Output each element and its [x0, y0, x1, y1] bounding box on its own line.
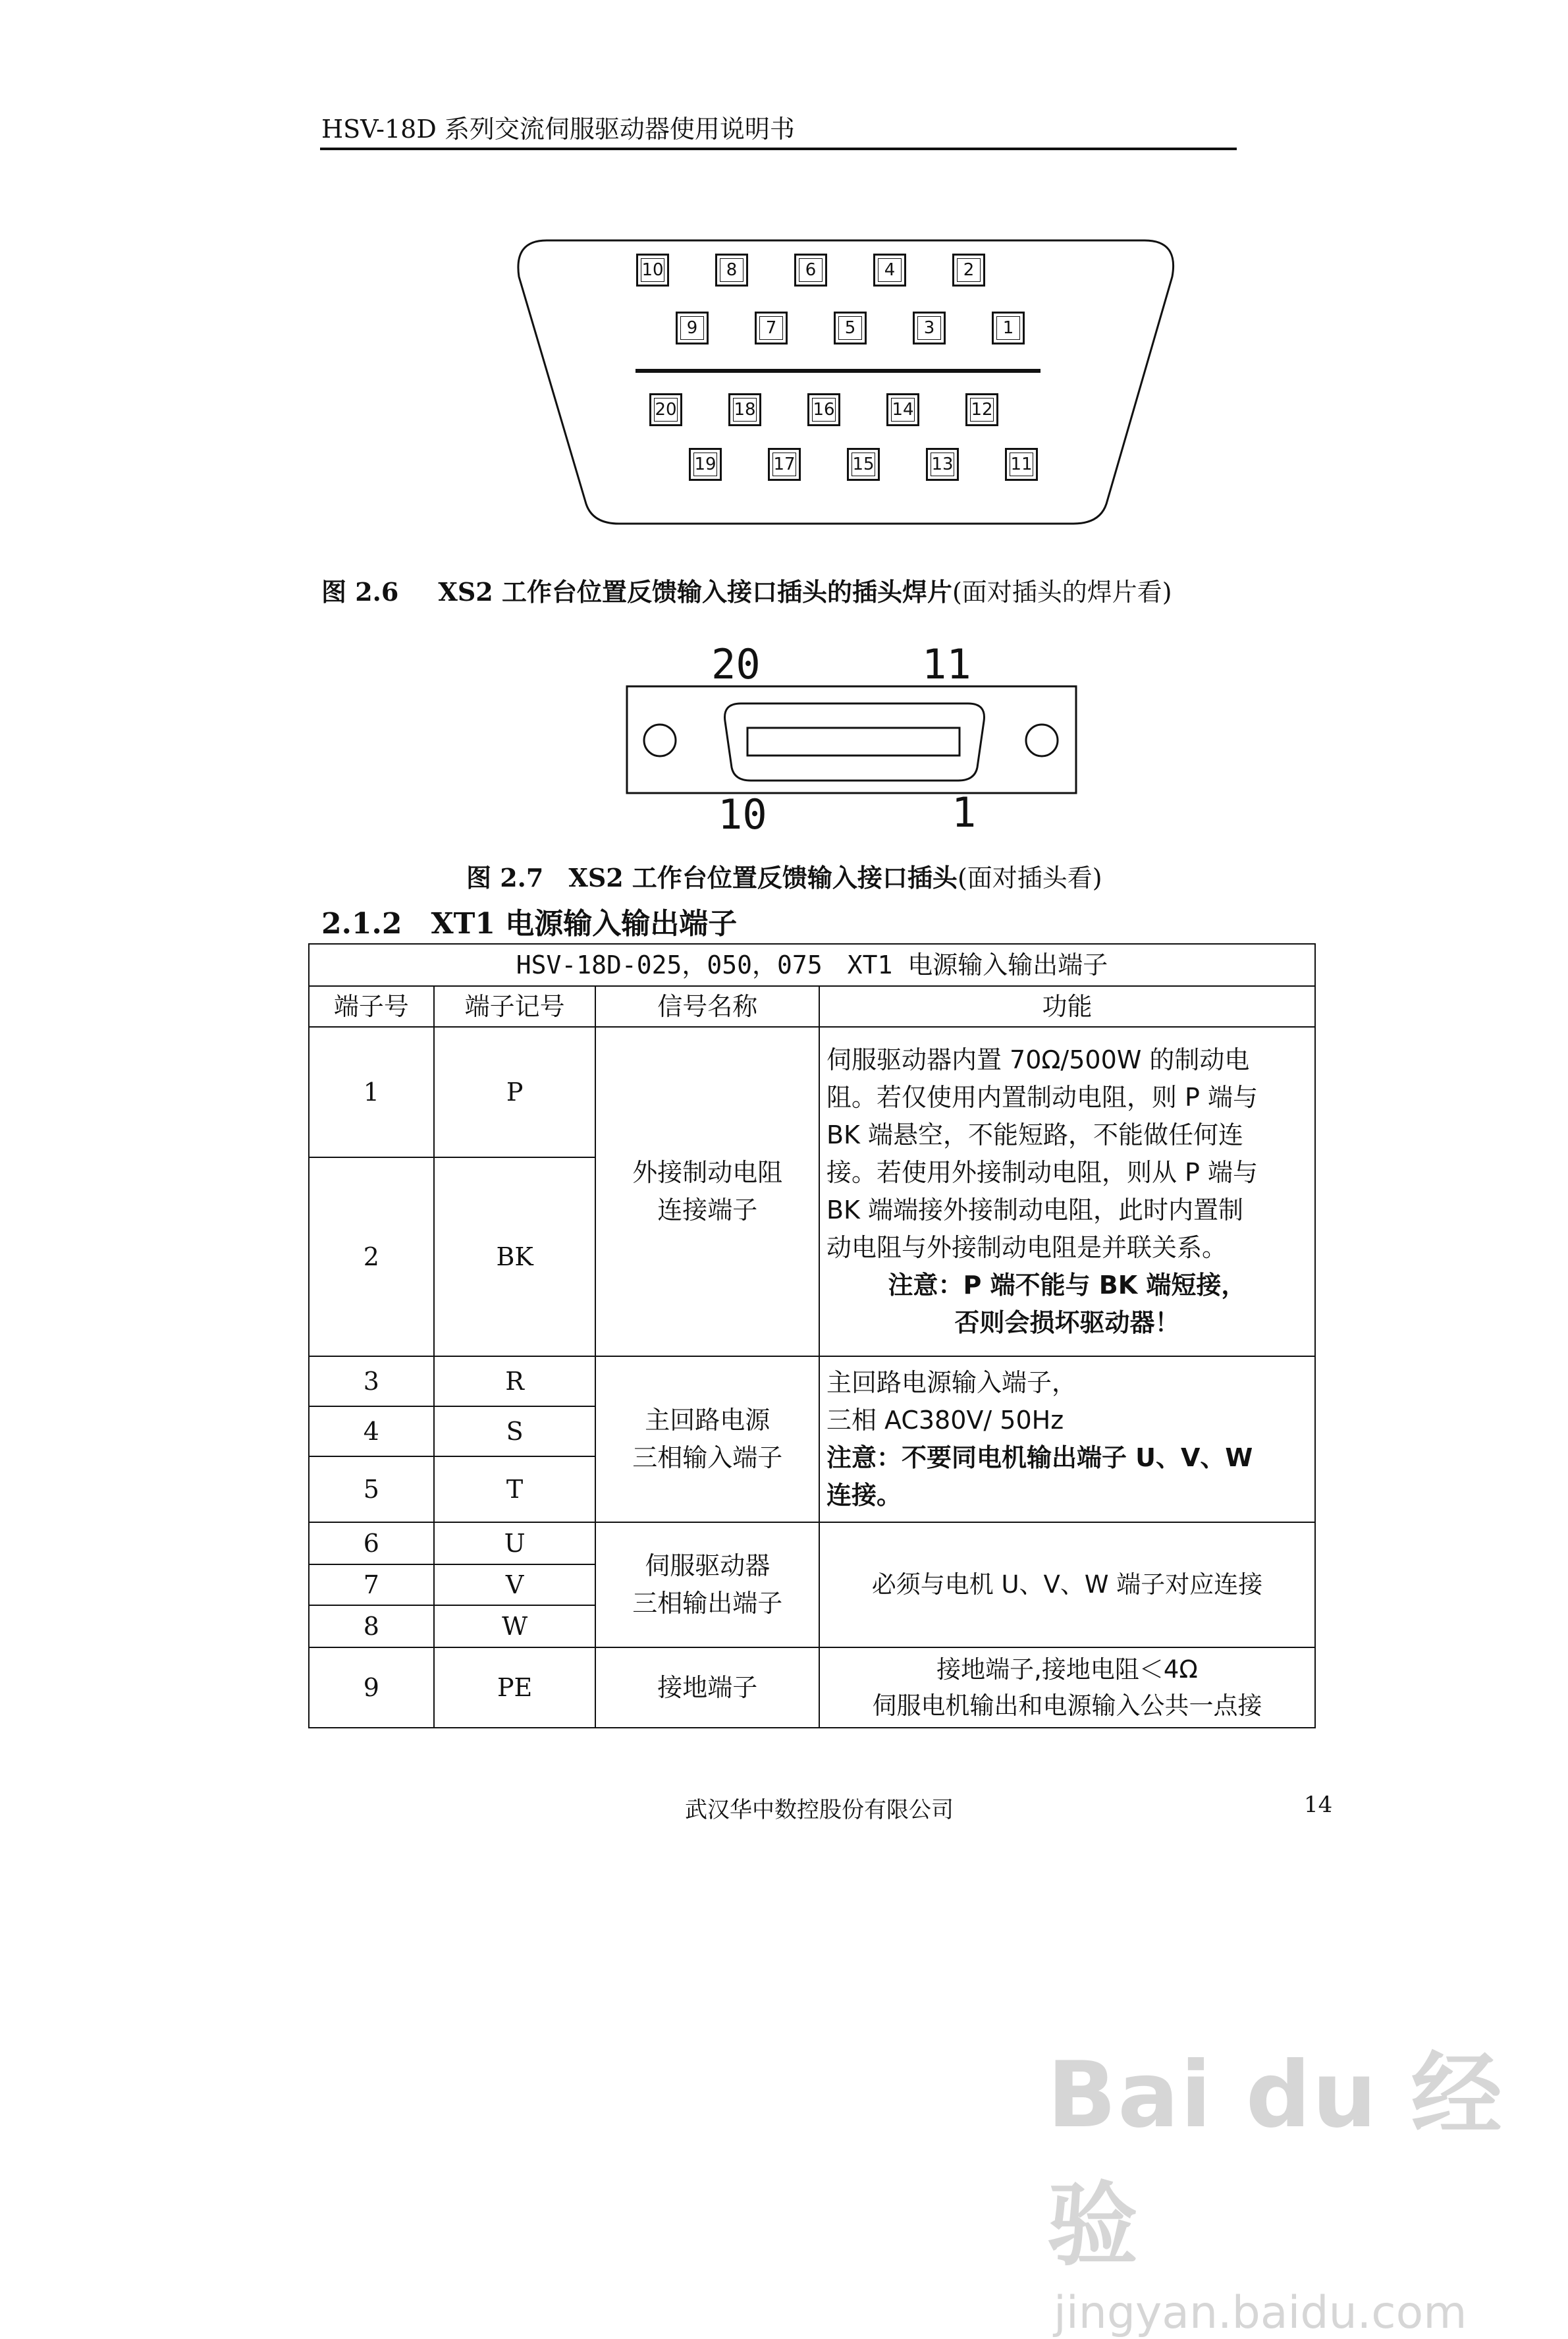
label-pin-20: 20: [711, 640, 761, 688]
terminal-mark: PE: [434, 1647, 596, 1728]
label-pin-1: 1: [952, 788, 977, 837]
pin: 5: [834, 312, 867, 344]
signal-name: [595, 1027, 819, 1356]
terminal-number: 8: [309, 1605, 434, 1647]
connector-front-outline: [626, 685, 1087, 837]
warning-text: 注意：不要同电机输出端子 U、V、W: [826, 1443, 1253, 1472]
function-line: 伺服电机输出和电源输入公共一点接: [872, 1692, 1262, 1720]
function-text: [819, 1027, 1315, 1356]
caption-bold-text: 图 2.7 XS2 工作台位置反馈输入接口插头: [466, 863, 958, 893]
function-line: 阻。若仅使用内置制动电阻，则 P 端与: [826, 1083, 1258, 1112]
terminal-number: 3: [309, 1356, 434, 1406]
pin: 13: [926, 448, 959, 481]
footer-company: 武汉华中数控股份有限公司: [685, 1797, 954, 1823]
function-line: 动电阻与外接制动电阻是并联关系。: [826, 1233, 1227, 1262]
caption-number: 图 2.6: [321, 577, 399, 607]
section-title: XT1 电源输入输出端子: [431, 907, 738, 941]
pin: 14: [886, 393, 919, 426]
figure-2-7-caption: [466, 858, 1102, 894]
figure-2-6-caption: [321, 572, 1172, 608]
signal-name-line: 三相输入端子: [632, 1443, 783, 1472]
section-number: 2.1.2: [321, 907, 402, 941]
terminal-number: 7: [309, 1564, 434, 1605]
terminal-number: 9: [309, 1647, 434, 1728]
pin: 2: [952, 254, 985, 287]
function-line: BK 端悬空，不能短路，不能做任何连: [826, 1120, 1244, 1149]
pin: 6: [794, 254, 827, 287]
pin: 4: [873, 254, 906, 287]
pin: 20: [649, 393, 682, 426]
caption-bold-text: XS2 工作台位置反馈输入接口插头的插头焊片: [438, 577, 952, 607]
signal-name-line: 外接制动电阻: [632, 1158, 783, 1187]
function-line: 主回路电源输入端子，: [826, 1368, 1077, 1397]
label-pin-10: 10: [718, 790, 767, 839]
pin: 12: [965, 393, 998, 426]
label-pin-11: 11: [922, 640, 971, 688]
terminal-mark: U: [434, 1522, 596, 1564]
warning-text: 连接。: [826, 1481, 902, 1510]
header-cell: 端子记号: [434, 986, 596, 1027]
terminal-number: 1: [309, 1027, 434, 1157]
function-text: [819, 1356, 1315, 1522]
pin: 3: [913, 312, 946, 344]
pin: 19: [689, 448, 722, 481]
table-title: HSV-18D-025，050，075 XT1 电源输入输出端子: [309, 944, 1315, 986]
mount-hole-left: [644, 725, 676, 756]
terminal-mark: V: [434, 1564, 596, 1605]
terminal-mark: P: [434, 1027, 596, 1157]
terminal-number: 6: [309, 1522, 434, 1564]
function-text: [819, 1647, 1315, 1728]
signal-name-line: 三相输出端子: [632, 1589, 783, 1618]
pin: 16: [807, 393, 840, 426]
terminal-mark: R: [434, 1356, 596, 1406]
page-number: 14: [1304, 1792, 1333, 1818]
pin: 1: [992, 312, 1025, 344]
header-cell: 功能: [819, 986, 1315, 1027]
pin: 11: [1005, 448, 1038, 481]
function-line: 三相 AC380V/ 50Hz: [826, 1406, 1064, 1435]
signal-name: [595, 1522, 819, 1647]
table-row: [309, 1647, 1315, 1728]
mount-hole-right: [1026, 725, 1058, 756]
signal-name-line: 伺服驱动器: [645, 1551, 770, 1580]
table-row: [309, 1027, 1315, 1157]
table-row: [309, 1356, 1315, 1406]
pin: 9: [676, 312, 709, 344]
signal-name: 接地端子: [595, 1647, 819, 1728]
connector-shell: [725, 703, 985, 781]
table-row: [309, 1522, 1315, 1564]
section-heading: [321, 900, 737, 942]
signal-name-line: 主回路电源: [645, 1406, 770, 1435]
pin: 17: [768, 448, 801, 481]
terminal-mark: BK: [434, 1157, 596, 1356]
pin: 15: [847, 448, 880, 481]
terminal-number: 4: [309, 1406, 434, 1456]
function-line: 接。若使用外接制动电阻，则从 P 端与: [826, 1158, 1258, 1187]
terminal-mark: S: [434, 1406, 596, 1456]
pin: 8: [715, 254, 748, 287]
terminal-mark: T: [434, 1456, 596, 1522]
pin: 10: [636, 254, 669, 287]
warning-text: 否则会损坏驱动器！: [954, 1308, 1180, 1337]
header-cell: 端子号: [309, 986, 434, 1027]
figure-2-6-connector: [500, 227, 1192, 537]
pin: 18: [728, 393, 761, 426]
caption-normal-text: (面对插头的焊片看): [952, 578, 1172, 607]
connector-slot: [747, 728, 960, 756]
function-line: BK 端端接外接制动电阻，此时内置制: [826, 1196, 1244, 1225]
header-cell: 信号名称: [595, 986, 819, 1027]
function-text: 必须与电机 U、V、W 端子对应连接: [819, 1522, 1315, 1647]
signal-name: [595, 1356, 819, 1522]
terminal-number: 2: [309, 1157, 434, 1356]
pin: 7: [755, 312, 788, 344]
watermark: [1047, 2022, 1568, 2339]
caption-normal-text: (面对插头看): [957, 864, 1102, 893]
watermark-brand: Bai du 经验: [1047, 2042, 1503, 2278]
header-title: HSV-18D 系列交流伺服驱动器使用说明书: [321, 115, 795, 144]
terminal-table: [308, 943, 1316, 1728]
function-line: 伺服驱动器内置 70Ω/500W 的制动电: [826, 1045, 1250, 1074]
terminal-mark: W: [434, 1605, 596, 1647]
watermark-url: jingyan.baidu.com: [1054, 2287, 1467, 2339]
connector-outline: [500, 227, 1192, 537]
warning-text: 注意：P 端不能与 BK 端短接，: [888, 1271, 1247, 1300]
terminal-number: 5: [309, 1456, 434, 1522]
figure-2-7-connector: [626, 640, 1087, 844]
function-line: 接地端子,接地电阻＜4Ω: [936, 1655, 1198, 1684]
header-rule: [320, 148, 1237, 150]
signal-name-line: 连接端子: [657, 1196, 758, 1225]
